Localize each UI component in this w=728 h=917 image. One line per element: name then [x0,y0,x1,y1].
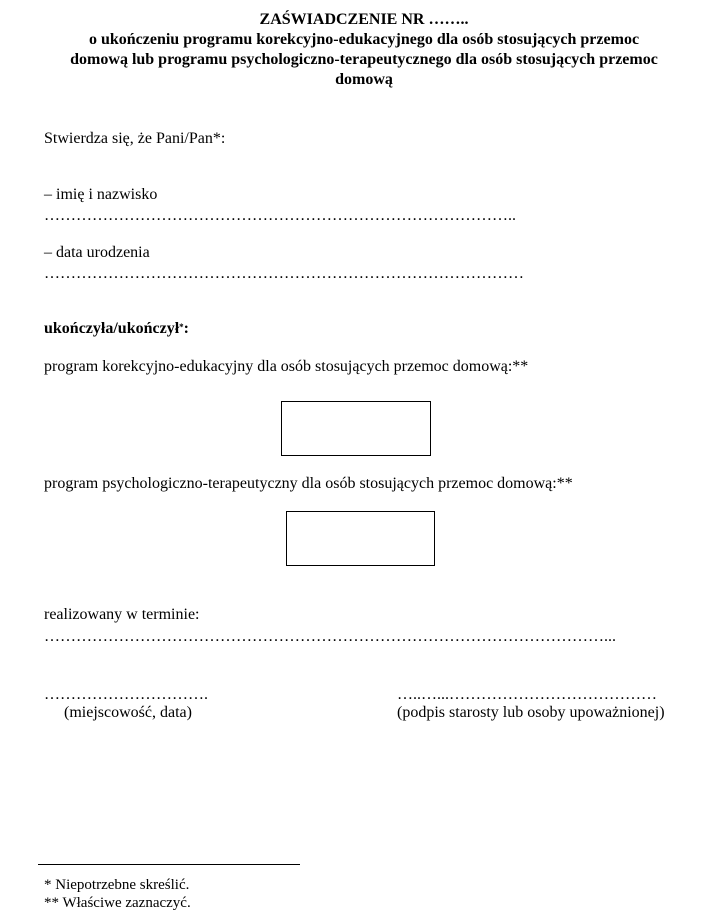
psychological-program-checkbox[interactable] [286,511,435,566]
signature-caption: (podpis starosty lub osoby upoważnionej) [397,704,665,721]
footnote-2: ** Właściwe zaznaczyć. [44,895,191,911]
title-number: ZAŚWIADCZENIE NR …….. [259,11,469,28]
title-line-3: domową lub programu psychologiczno-terapeutycznego dla osób stosujących przemoc [70,51,658,68]
term-label: realizowany w terminie: [44,606,200,623]
title-line-4: domową [335,71,393,88]
birth-date-label: – data urodzenia [44,244,150,261]
completed-label: ukończyła/ukończył [44,320,180,337]
intro-text: Stwierdza się, że Pani/Pan*: [44,130,226,147]
corrective-program-checkbox[interactable] [281,401,431,456]
document-title [0,10,728,90]
name-fill-line[interactable]: …………………………………………………………………………….. [44,207,516,224]
psychological-program-label: program psychologiczno-terapeutyczny dla osób stosujących przemoc domową:** [44,475,573,492]
term-fill-line[interactable]: ……………………………………………………………………………………………... [44,628,616,645]
completed-colon: : [183,320,189,337]
place-date-fill-line[interactable]: …………………………. [44,686,208,703]
completed-heading [44,320,189,338]
signature-fill-line[interactable]: …..…...………………………………… [397,686,657,703]
completed-marker: * [179,322,184,332]
birth-date-fill-line[interactable]: ……………………………………………………………………………… [44,265,524,282]
place-date-caption: (miejscowość, data) [64,704,192,721]
footnote-1: * Niepotrzebne skreślić. [44,877,190,893]
name-label: – imię i nazwisko [44,186,158,203]
title-line-2: o ukończeniu programu korekcyjno-edukacyjnego dla osób stosujących przemoc [88,31,640,48]
corrective-program-label: program korekcyjno-edukacyjny dla osób stosujących przemoc domową:** [44,358,529,375]
footnote-divider [38,864,300,865]
